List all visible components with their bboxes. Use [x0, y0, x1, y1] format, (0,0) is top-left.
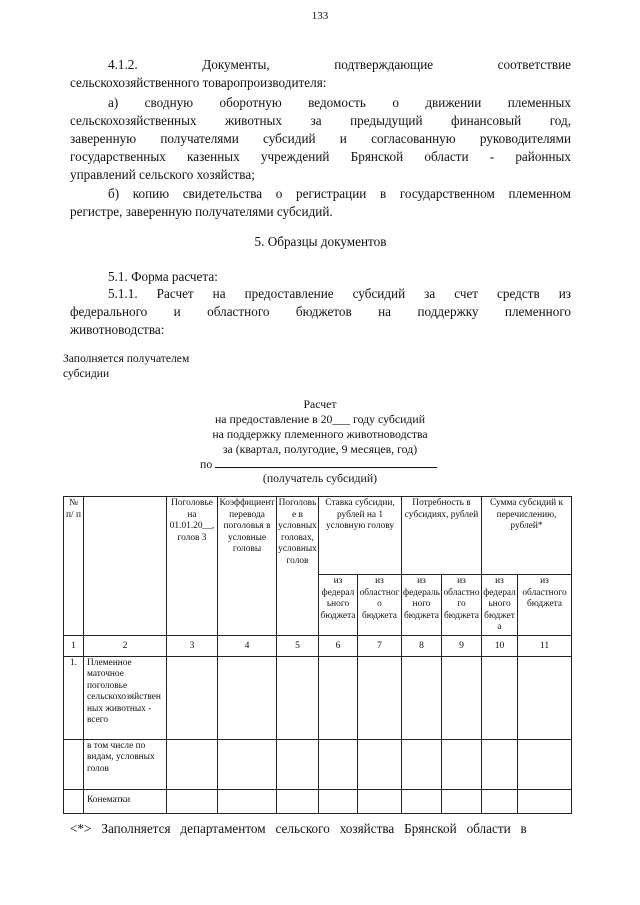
column-number: 1: [64, 635, 84, 656]
header-rate: Ставка субсидии, рублей на 1 условную голову: [319, 497, 402, 575]
column-number: 3: [167, 635, 218, 656]
table-cell: [167, 656, 218, 739]
doc-line: сельскохозяйственного товаропроизводителя:: [70, 75, 327, 90]
table-cell: [442, 739, 482, 789]
table-cell: [482, 789, 518, 813]
header-col5: Поголовье в условных головах, условных голов: [277, 497, 319, 636]
doc-line: 4.1.2. Документы, подтверждающие соответствие: [108, 57, 571, 72]
form-subtitle: за (квартал, полугодие, 9 месяцев, год): [222, 442, 418, 456]
row-name: Племенное маточное поголовье сельскохозяйственных животных - всего: [84, 656, 167, 739]
table-cell: [518, 789, 572, 813]
page-number: 133: [311, 10, 329, 22]
table-cell: [167, 739, 218, 789]
table-cell: [277, 739, 319, 789]
recipient-field: [215, 456, 437, 468]
table-cell: [319, 789, 358, 813]
table-cell: [218, 656, 277, 739]
table-cell: [358, 656, 402, 739]
header-regional: из областного бюджета: [358, 575, 402, 636]
header-name: [84, 497, 167, 636]
column-number: 4: [218, 635, 277, 656]
table-row: [64, 789, 572, 813]
filled-by-note: субсидии: [63, 367, 110, 380]
doc-line: регистре, заверенную получателями субсидий.: [70, 204, 333, 219]
column-number: 8: [402, 635, 442, 656]
doc-line: 5.1. Форма расчета:: [108, 269, 218, 284]
table-cell: [402, 656, 442, 739]
doc-line: сельскохозяйственных животных за предыдущий финансовый год,: [70, 113, 571, 128]
table-cell: [402, 739, 442, 789]
row-number: [64, 739, 84, 789]
column-number: 5: [277, 635, 319, 656]
table-cell: [402, 789, 442, 813]
doc-line: федерального и областного бюджетов на поддержку племенного: [70, 304, 571, 319]
table-cell: [442, 789, 482, 813]
header-regional: из областного бюджета: [518, 575, 572, 636]
table-row: [64, 656, 572, 739]
footnote: <*> Заполняется департаментом сельского хозяйства Брянской области в: [70, 821, 527, 836]
column-number: 6: [319, 635, 358, 656]
table-cell: [218, 789, 277, 813]
column-number: 9: [442, 635, 482, 656]
table-cell: [277, 789, 319, 813]
table-cell: [482, 656, 518, 739]
table-cell: [358, 739, 402, 789]
form-subtitle: на предоставление в 20___ году субсидий: [214, 412, 426, 426]
table-cell: [277, 656, 319, 739]
header-federal: из федерального бюджета: [319, 575, 358, 636]
table-cell: [442, 656, 482, 739]
section-heading: 5. Образцы документов: [254, 234, 387, 249]
table-cell: [319, 739, 358, 789]
header-col4: Коэффициент перевода поголовья в условные головы: [218, 497, 277, 636]
column-number: 10: [482, 635, 518, 656]
header-sum: Сумма субсидий к перечислению, рублей*: [482, 497, 572, 575]
table-cell: [518, 739, 572, 789]
column-number: 11: [518, 635, 572, 656]
header-col3: Поголовье на 01.01.20__, голов 3: [167, 497, 218, 636]
table-cell: [358, 789, 402, 813]
row-number: 1.: [64, 656, 84, 739]
header-need: Потребность в субсидиях, рублей: [402, 497, 482, 575]
doc-line: заверенную получателями субсидий и согласованную руководителями: [70, 131, 571, 146]
filled-by-note: Заполняется получателем: [63, 352, 190, 365]
column-number: 2: [84, 635, 167, 656]
table-cell: [482, 739, 518, 789]
doc-line: б) копию свидетельства о регистрации в государственном племенном: [108, 186, 571, 201]
table-cell: [319, 656, 358, 739]
subsidy-table: [63, 496, 572, 814]
form-subtitle: на поддержку племенного животноводства: [212, 427, 428, 441]
recipient-caption: (получатель субсидий): [262, 471, 378, 485]
doc-line: а) сводную оборотную ведомость о движении племенных: [108, 95, 571, 110]
header-num: № п/ п: [64, 497, 84, 636]
row-name: Конематки: [84, 789, 167, 813]
table-cell: [518, 656, 572, 739]
row-number: [64, 789, 84, 813]
row-name: в том числе по видам, условных голов: [84, 739, 167, 789]
header-federal: из федерального бюджета: [482, 575, 518, 636]
doc-line: управлений сельского хозяйства;: [70, 167, 255, 182]
table-cell: [167, 789, 218, 813]
table-cell: [218, 739, 277, 789]
table-row: [64, 739, 572, 789]
doc-line: государственных казенных учреждений Брянской области - районных: [70, 149, 571, 164]
doc-line: животноводства:: [70, 322, 165, 337]
column-number: 7: [358, 635, 402, 656]
form-title: Расчет: [303, 397, 337, 411]
header-federal: из федерального бюджета: [402, 575, 442, 636]
recipient-label: по: [200, 457, 213, 471]
doc-line: 5.1.1. Расчет на предоставление субсидий за счет средств из: [108, 286, 571, 301]
header-regional: из областного бюджета: [442, 575, 482, 636]
